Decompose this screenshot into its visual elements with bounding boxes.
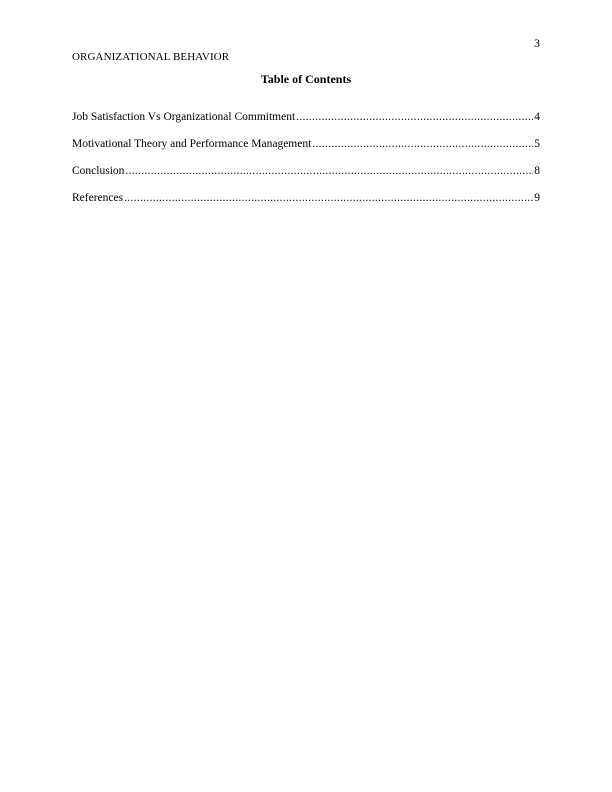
toc-entry-text: Job Satisfaction Vs Organizational Commitment — [72, 111, 296, 123]
running-head: ORGANIZATIONAL BEHAVIOR — [72, 51, 230, 63]
page-number: 3 — [534, 36, 540, 50]
toc-entry-job-satisfaction[interactable] — [72, 110, 540, 137]
toc-entry-text: References — [72, 192, 124, 204]
toc-entry-text: Conclusion — [72, 165, 125, 177]
toc-leader-dots — [124, 191, 533, 205]
toc-entry-motivational-theory[interactable] — [72, 137, 540, 164]
table-of-contents — [72, 110, 540, 218]
toc-entry-text: Motivational Theory and Performance Management — [72, 138, 312, 150]
toc-title: Table of Contents — [260, 72, 352, 86]
toc-entry-references[interactable] — [72, 191, 540, 218]
toc-entry-conclusion[interactable] — [72, 164, 540, 191]
toc-entry-page: 9 — [534, 192, 540, 204]
toc-entry-page: 4 — [534, 111, 540, 123]
toc-leader-dots — [312, 137, 533, 151]
toc-leader-dots — [125, 164, 533, 178]
toc-entry-page: 8 — [534, 165, 540, 177]
toc-entry-page: 5 — [534, 138, 540, 150]
toc-leader-dots — [296, 110, 533, 124]
